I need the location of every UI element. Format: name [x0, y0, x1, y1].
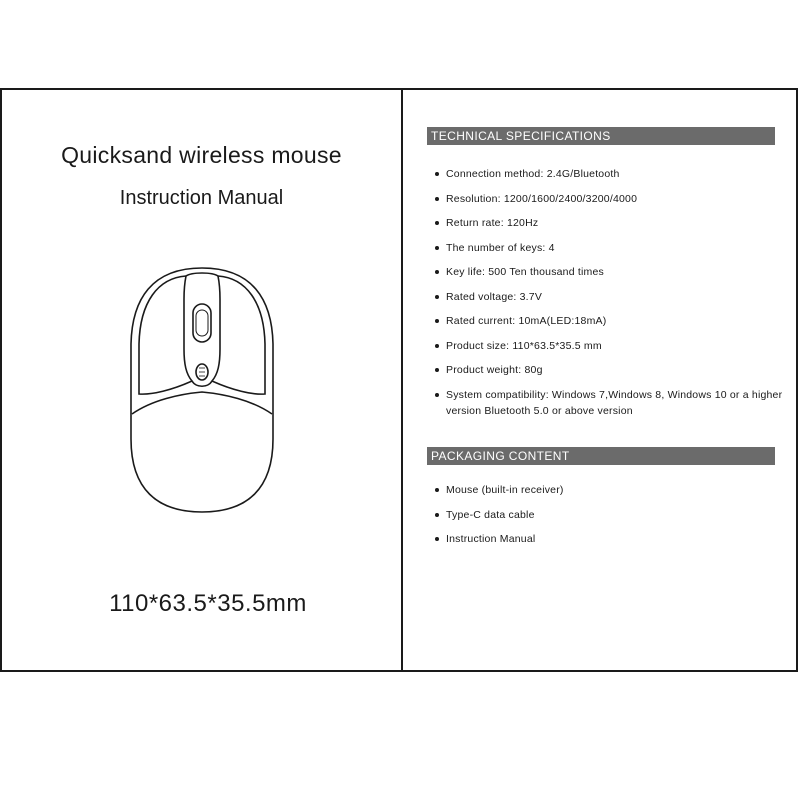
spec-item-text: The number of keys: 4 — [446, 241, 555, 254]
cover-panel — [2, 90, 401, 670]
packaging-item-text: Mouse (built-in receiver) — [446, 484, 564, 496]
bullet-icon — [435, 270, 439, 274]
packaging-item-text: Type-C data cable — [446, 508, 535, 521]
spec-item — [433, 166, 783, 182]
spec-item-text: Rated current: 10mA(LED:18mA) — [446, 315, 607, 327]
spec-item-text: Product weight: 80g — [446, 364, 543, 376]
spec-item-text: Product size: 110*63.5*35.5 mm — [446, 339, 602, 352]
packaging-item — [433, 507, 783, 523]
cover-dimensions: 110*63.5*35.5mm — [109, 590, 307, 617]
bullet-icon — [435, 368, 439, 372]
spec-item — [433, 240, 783, 256]
cover-title: Quicksand wireless mouse — [61, 142, 342, 168]
bullet-icon — [435, 513, 439, 517]
spec-item — [433, 313, 783, 329]
spec-item-text: System compatibility: Windows 7,Windows 8, Windows 10 or a higher version Bluetooth 5.0 or above version — [446, 388, 783, 417]
spec-item-text: Resolution: 1200/1600/2400/3200/4000 — [446, 192, 638, 205]
bullet-icon — [435, 319, 439, 323]
packaging-item-text: Instruction Manual — [446, 533, 536, 546]
bullet-icon — [435, 172, 439, 176]
mouse-left-button-outline — [139, 276, 192, 394]
packaging-heading: PACKAGING CONTENT — [427, 447, 775, 465]
packaging-list — [433, 482, 783, 556]
mouse-palm-seam — [132, 392, 272, 414]
spec-item-text: Connection method: 2.4G/Bluetooth — [446, 168, 620, 180]
bullet-icon — [435, 488, 439, 492]
mouse-center-channel — [186, 273, 218, 276]
spec-item — [433, 289, 783, 305]
bullet-icon — [435, 246, 439, 250]
bullet-icon — [435, 393, 439, 397]
specs-panel — [403, 90, 796, 670]
spec-item — [433, 191, 783, 207]
bullet-icon — [435, 344, 439, 348]
spec-item-text: Rated voltage: 3.7V — [446, 290, 543, 303]
spec-item — [433, 387, 783, 419]
spec-item — [433, 338, 783, 354]
specs-list — [433, 166, 783, 427]
cover-subtitle: Instruction Manual — [119, 187, 284, 209]
specs-heading: TECHNICAL SPECIFICATIONS — [427, 127, 775, 145]
spec-item — [433, 264, 783, 280]
manual-sheet — [0, 88, 798, 672]
spec-item-text: Key life: 500 Ten thousand times — [446, 266, 604, 278]
bullet-icon — [435, 197, 439, 201]
packaging-item — [433, 482, 783, 498]
spec-item — [433, 362, 783, 378]
bullet-icon — [435, 221, 439, 225]
mouse-outline-icon — [122, 264, 282, 516]
spec-item — [433, 215, 783, 231]
packaging-item — [433, 531, 783, 547]
mouse-right-button-outline — [212, 276, 265, 394]
bullet-icon — [435, 537, 439, 541]
bullet-icon — [435, 295, 439, 299]
spec-item-text: Return rate: 120Hz — [446, 217, 539, 229]
